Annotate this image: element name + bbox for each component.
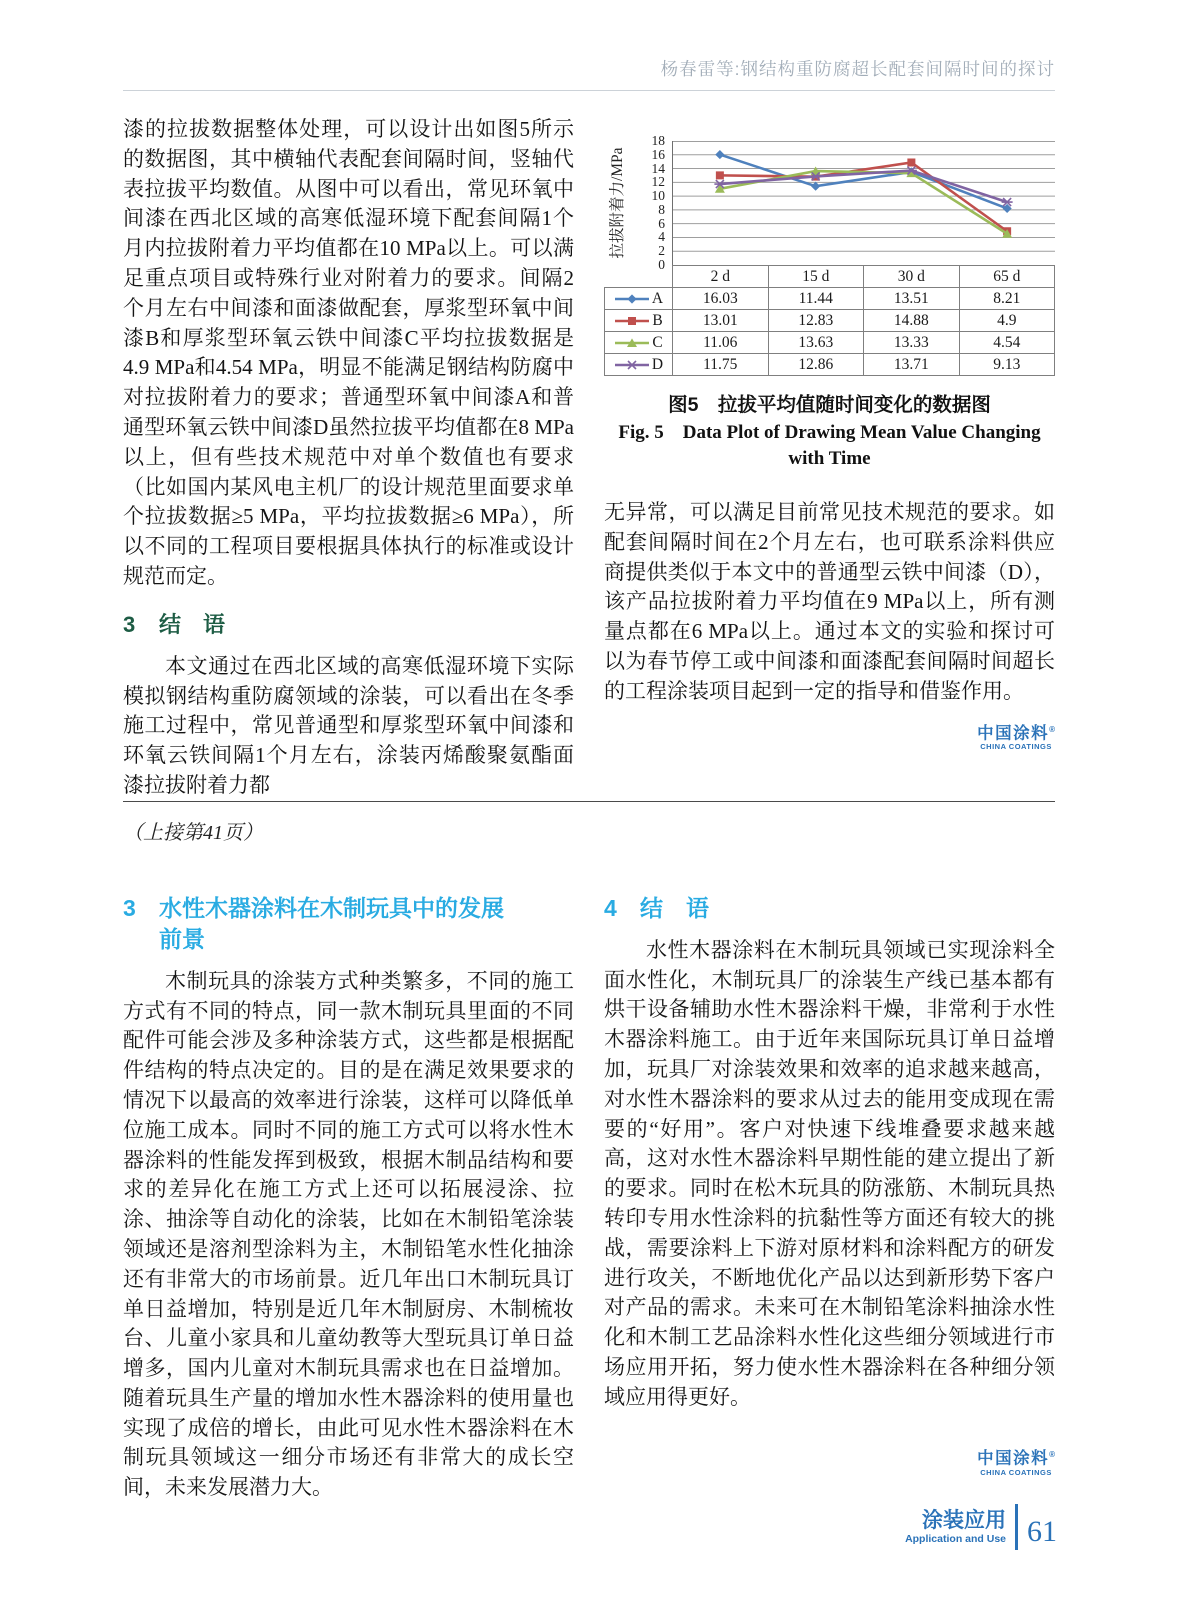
footer-divider-bar <box>1015 1504 1018 1550</box>
legend-cell <box>605 288 673 310</box>
section-title: 结 语 <box>640 894 709 921</box>
article1-right-column <box>604 115 1055 801</box>
series-name: D <box>651 355 664 373</box>
value-cell: 12.83 <box>768 310 864 332</box>
chart-data-table <box>604 265 1055 376</box>
line-plot-svg <box>672 141 1055 265</box>
marker-square <box>628 317 636 325</box>
paragraph-conclusion-a2: 水性木器涂料在木制玩具领域已实现涂料全面水性化，木制玩具厂的涂装生产线已基本都有烘干设备辅助水性木器涂料干燥，非常利于水性木器涂料施工。由于近年来国际玩具订单日益增加，玩具厂对涂装效果和效率的追求越来越高，对水性木器涂料的要求从过去的能用变成现在需要的“好用”。客户对快速下线堆叠要求越来越高，这对水性木器涂料早期性能的建立提出了新的要求。同时在松木玩具的防涨筋、木制玩具热转印专用水性涂料的抗黏性等方面还有较大的挑战，需要涂料上下游对原材料和涂料配方的研发进行攻关，不断地优化产品以达到新形势下客户对产品的需求。未来可在木制铅笔涂料抽涂水性化和木制工艺品涂料水性化这些细分领域进行市场应用开拓，努力使水性木器涂料在各种细分领域应用得更好。 <box>604 937 1055 1409</box>
value-cell: 12.86 <box>768 354 864 376</box>
y-tick-label: 14 <box>651 160 665 176</box>
series-name: C <box>652 333 663 351</box>
y-tick-label: 16 <box>651 146 665 162</box>
marker-diamond <box>627 294 636 303</box>
table-row-series-C <box>605 332 1055 354</box>
running-head-text: 杨春雷等:钢结构重防腐超长配套间隔时间的探讨 <box>660 59 1055 79</box>
value-cell: 13.63 <box>768 332 864 354</box>
y-axis-label <box>604 141 628 265</box>
article1-columns <box>123 115 1055 801</box>
section-title: 水性木器涂料在木制玩具中的发展 前景 <box>159 894 504 952</box>
value-cell: 13.71 <box>864 354 960 376</box>
marker-square <box>907 158 915 166</box>
section-number: 3 <box>123 611 136 637</box>
series-name: B <box>652 311 663 329</box>
china-coatings-logo-a1 <box>604 721 1055 755</box>
chart-plot-area <box>604 133 1055 272</box>
paragraph-conclusion-a1: 本文通过在西北区域的高寒低湿环境下实际模拟钢结构重防腐领域的涂装，可以看出在冬季施工过程中，常见普通型和厚浆型环氧中间漆和环氧云铁间隔1个月左右，涂装丙烯酸聚氨酯面漆拉拔附着力都 <box>123 653 574 797</box>
y-tick-label: 10 <box>651 188 665 204</box>
continuation-note: （上接第41页） <box>123 821 263 844</box>
value-cell: 11.06 <box>673 332 769 354</box>
legend-key-icon <box>614 293 650 305</box>
y-tick-label: 4 <box>658 229 665 245</box>
paragraph-discussion: 漆的拉拔数据整体处理，可以设计出如图5所示的数据图，其中横轴代表配套间隔时间，竖轴代表拉拔平均数值。从图中可以看出，常见环氧中间漆在西北区域的高寒低湿环境下配套间隔1个月内拉拔附着力平均值都在10 MPa以上。可以满足重点项目或特殊行业对附着力的要求。间隔2个月左右中间漆和面漆做配套，厚浆型环氧中间漆B和厚浆型环氧云铁中间漆C平均拉拔数据是4.9 MPa和4.54 MPa，明显不能满足钢结构防腐中对拉拔附着力的要求；普通型环氧中间漆A和普通型环氧云铁中间漆D虽然拉拔平均值都在8 MPa以上，但有些技术规范中对单个数值也有要求（比如国内某风电主机厂的设计规范里面要求单个拉拔数据≥5 MPa，平均拉拔数据≥6 MPa），所以不同的工程项目要根据具体执行的标准或设计规范而定。 <box>123 117 574 588</box>
paragraph-conclusion-a1-cont: 无异常，可以满足目前常见技术规范的要求。如配套间隔时间在2个月左右，也可联系涂料供应商提供类似于本文中的普通型云铁中间漆（D），该产品拉拔附着力平均值在9 MPa以上，所有测量点都在6 MPa以上。通过本文的实验和探讨可以为春节停工或中间漆和面漆配套间隔时间超长的工程涂装项目起到一定的指导和借鉴作用。 <box>604 500 1055 703</box>
article2-left-column <box>123 893 574 1503</box>
page-footer <box>905 1504 1057 1550</box>
running-head <box>123 56 1055 91</box>
logo-en-text: CHINA COATINGS <box>980 742 1052 752</box>
logo-en-text: CHINA COATINGS <box>980 1467 1052 1477</box>
y-tick-label: 6 <box>658 215 665 231</box>
journal-section-zh: 涂装应用 <box>922 1508 1006 1532</box>
figure-caption-en-line2: with Time <box>788 448 871 469</box>
section-number: 3 <box>123 894 136 921</box>
figure-caption-en <box>604 420 1055 472</box>
value-cell: 11.75 <box>673 354 769 376</box>
legend-key-icon <box>614 315 650 327</box>
section-heading-conclusion-a1 <box>123 610 574 640</box>
figure-caption-en-line1: Fig. 5 Data Plot of Drawing Mean Value Changing <box>618 422 1041 443</box>
y-tick-label: 12 <box>651 174 665 190</box>
figure-caption-zh: 图5 拉拔平均值随时间变化的数据图 <box>668 394 991 416</box>
figure5-line-chart <box>604 133 1055 376</box>
section-heading-conclusion-a2 <box>604 893 1055 924</box>
table-row-series-B <box>605 310 1055 332</box>
value-cell: 4.54 <box>959 332 1055 354</box>
article-divider-rule <box>123 801 1055 802</box>
y-tick-label: 0 <box>658 257 665 272</box>
value-cell: 13.01 <box>673 310 769 332</box>
page-number: 61 <box>1027 1515 1057 1548</box>
y-tick-label: 8 <box>658 201 665 217</box>
value-cell: 13.33 <box>864 332 960 354</box>
table-row-series-D <box>605 354 1055 376</box>
registered-mark: ® <box>1049 1450 1055 1460</box>
y-axis-label-text: 拉拔附着力/MPa <box>609 147 626 259</box>
legend-cell <box>605 354 673 376</box>
marker-diamond <box>811 182 820 191</box>
y-tick-label: 2 <box>658 243 665 259</box>
value-cell: 16.03 <box>673 288 769 310</box>
legend-cell <box>605 310 673 332</box>
marker-diamond <box>715 150 724 159</box>
value-cell: 13.51 <box>864 288 960 310</box>
y-tick-label: 18 <box>651 133 665 148</box>
section-number: 4 <box>604 894 617 921</box>
category-header-cell: 15 d <box>768 266 864 288</box>
value-cell: 9.13 <box>959 354 1055 376</box>
value-cell: 11.44 <box>768 288 864 310</box>
article2-columns <box>123 893 1055 1503</box>
category-header-cell: 2 d <box>673 266 769 288</box>
legend-cell <box>605 332 673 354</box>
journal-section-en: Application and Use <box>905 1532 1006 1545</box>
article2-right-column <box>604 893 1055 1503</box>
legend-key-icon <box>614 337 650 349</box>
paragraph-development: 木制玩具的涂装方式种类繁多，不同的施工方式有不同的特点，同一款木制玩具里面的不同配件可能会涉及多种涂装方式，这些都是根据配件结构的特点决定的。目的是在满足效果要求的情况下以最高的效率进行涂装，这样可以降低单位施工成本。同时不同的施工方式可以将水性木器涂料的性能发挥到极致，根据木制品结构和要求的差异化在施工方式上还可以拓展浸涂、拉涂、抽涂等自动化的涂装，比如在木制铅笔涂装领域还是溶剂型涂料为主，木制铅笔水性化抽涂还有非常大的市场前景。近几年出口木制玩具订单日益增加，特别是近几年木制厨房、木制梳妆台、儿童小家具和儿童幼教等大型玩具订单日益增多，国内儿童对木制玩具需求也在日益增加。随着玩具生产量的增加水性木器涂料的使用量也实现了成倍的增长，由此可见水性木器涂料在木制玩具领域这一细分市场还有非常大的成长空间，未来发展潜力大。 <box>123 968 574 1500</box>
value-cell: 8.21 <box>959 288 1055 310</box>
category-header-cell: 30 d <box>864 266 960 288</box>
registered-mark: ® <box>1049 724 1055 734</box>
section-title: 结 语 <box>159 611 226 637</box>
table-row-series-A <box>605 288 1055 310</box>
section-heading-development <box>123 893 574 955</box>
category-header-cell: 65 d <box>959 266 1055 288</box>
logo-zh-text: 中国涂料® <box>977 724 1055 743</box>
value-cell: 4.9 <box>959 310 1055 332</box>
y-axis-ticks <box>628 133 672 272</box>
marker-square <box>716 171 724 179</box>
china-coatings-logo-a2 <box>604 1446 1055 1480</box>
legend-key-icon <box>614 359 650 371</box>
logo-zh-text: 中国涂料® <box>977 1449 1055 1468</box>
article1-left-column <box>123 115 574 801</box>
value-cell: 14.88 <box>864 310 960 332</box>
marker-x <box>626 361 637 369</box>
series-name: A <box>651 289 664 307</box>
